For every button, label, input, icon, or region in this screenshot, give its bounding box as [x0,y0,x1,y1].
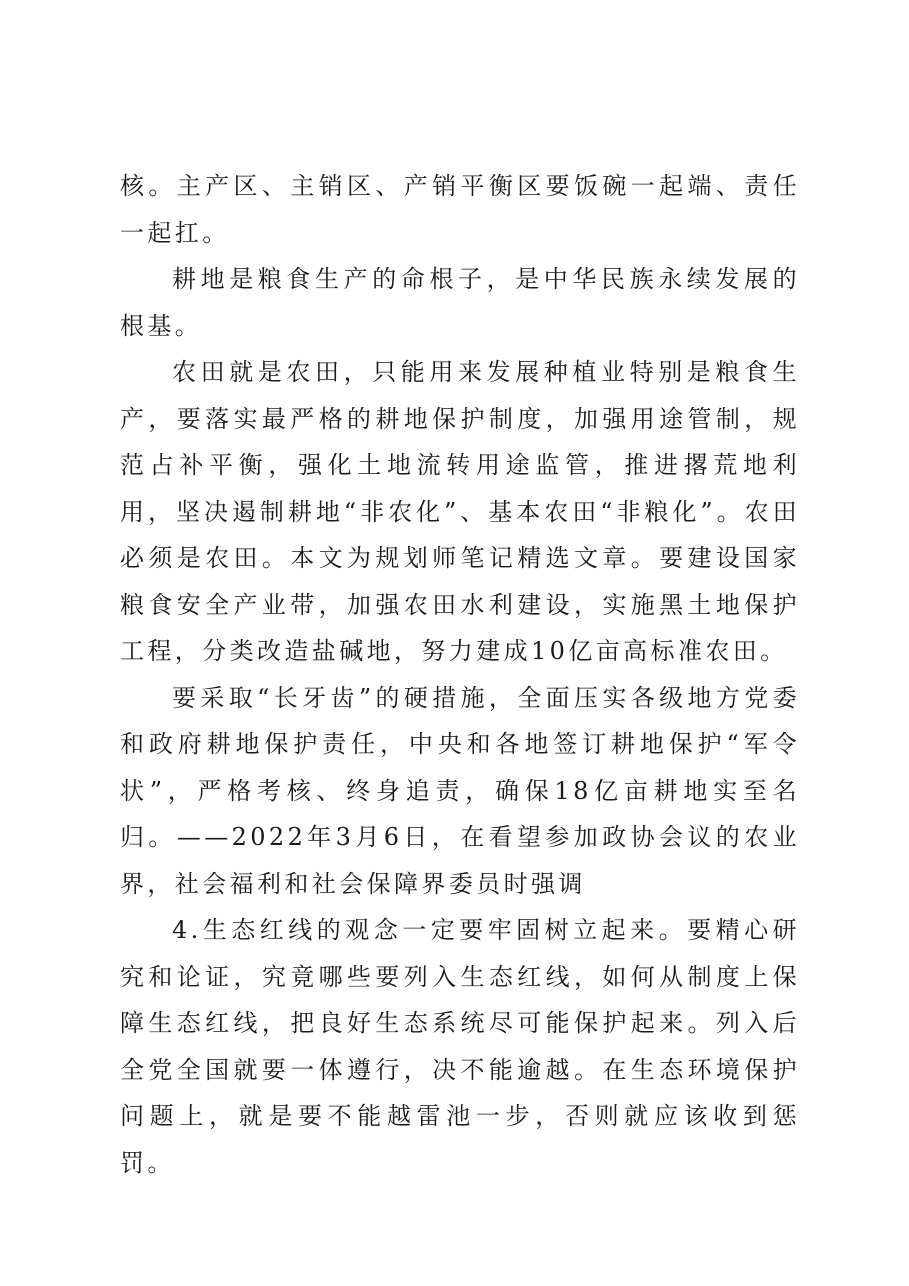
paragraph-2: 耕地是粮食生产的命根子，是中华民族永续发展的根基。 [120,265,800,340]
paragraph-4: 要采取“长牙齿”的硬措施，全面压实各级地方党委和政府耕地保护责任，中央和各地签订耕地保护“军令状”，严格考核、终身追责，确保18亿亩耕地实至名归。——2022年3月6日，在看望参加政协会议的农业界，社会福利和社会保障界委员时强调 [120,683,800,898]
paragraph-5: 4.生态红线的观念一定要牢固树立起来。要精心研究和论证，究竟哪些要列入生态红线，如何从制度上保障生态红线，把良好生态系统尽可能保护起来。列入后全党全国就要一体遵行，决不能逾越。在生态环境保护问题上，就是要不能越雷池一步，否则就应该收到惩罚。 [120,916,800,1177]
paragraph-3: 农田就是农田，只能用来发展种植业特别是粮食生产，要落实最严格的耕地保护制度，加强用途管制，规范占补平衡，强化土地流转用途监管，推进撂荒地利用，坚决遏制耕地“非农化”、基本农田“非粮化”。农田必须是农田。本文为规划师笔记精选文章。要建设国家粮食安全产业带，加强农田水利建设，实施黑土地保护工程，分类改造盐碱地，努力建成10亿亩高标准农田。 [120,358,800,665]
document-body [120,163,800,1186]
paragraph-1: 核。主产区、主销区、产销平衡区要饭碗一起端、责任一起扛。 [120,172,800,247]
